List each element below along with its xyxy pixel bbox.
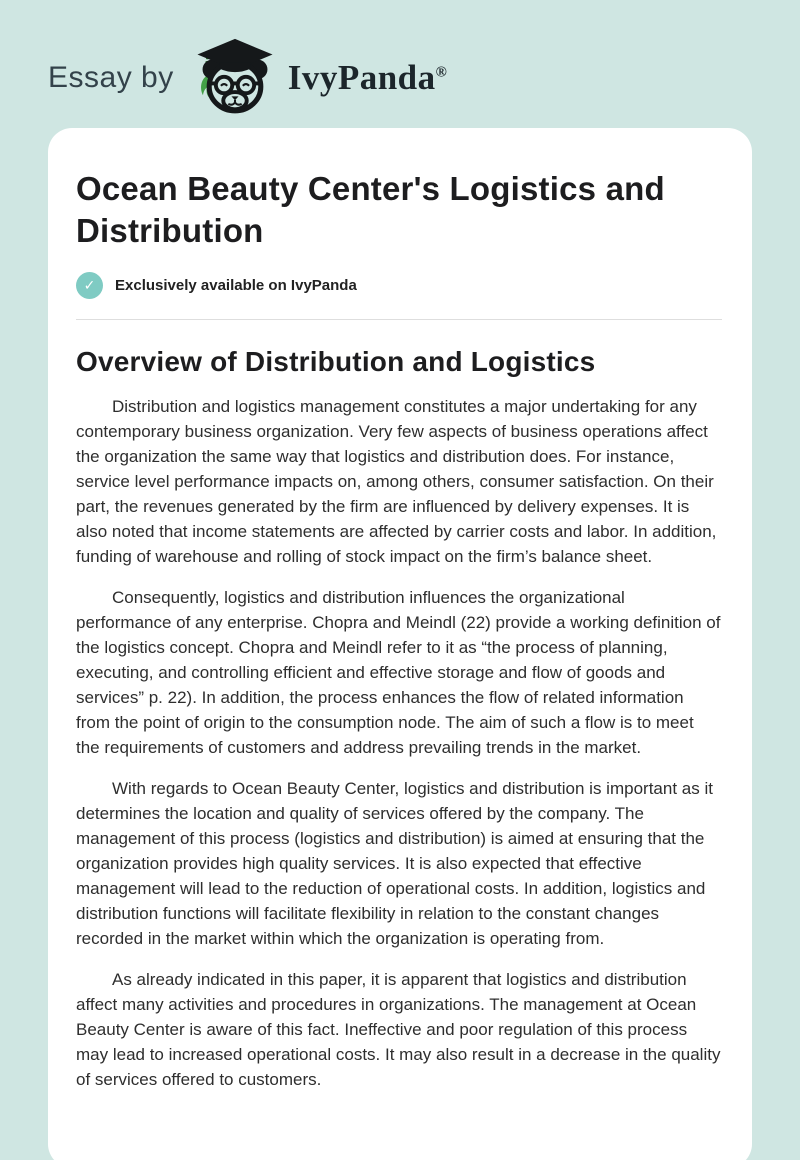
brand-text: IvyPanda	[287, 58, 436, 97]
essay-paragraph-2: Consequently, logistics and distribution influences the organizational performance of any enterprise. Chopra and Meindl (22) provide a working definition of the logistics concept. Chopra and Meindl refer to it as “the process of planning, executing, and controlling efficient and effective storage and flow of goods and services” p. 22). In addition, the process enhances the flow of related information from the point of origin to the consumption node. The aim of such a flow is to meet the requirements of customers and address prevailing trends in the market.	[76, 588, 721, 758]
divider	[76, 319, 722, 320]
essay-paragraph-3: With regards to Ocean Beauty Center, logistics and distribution is important as it determines the location and quality of services offered by the company. The management of this process (logistics and distribution) is aimed at ensuring that the organization provides high quality services. It is also expected that effective management will lead to the reduction of operational costs. In addition, logistics and distribution functions will facilitate flexibility in relation to the constant changes recorded in the market within which the organization is operating from.	[76, 779, 713, 949]
essay-paragraph-4: As already indicated in this paper, it is apparent that logistics and distribution affect many activities and procedures in organizations. The management at Ocean Beauty Center is aware of this fact. Ineffective and poor regulation of this process may lead to increased operational costs. It may also result in a decrease in the quality of services offered to customers.	[76, 970, 721, 1090]
essay-paragraph-1: Distribution and logistics management constitutes a major undertaking for any contemporary business organization. Very few aspects of business operations affect the organization the same way that logistics and distribution does. For instance, service level performance impacts on, among others, consumer satisfaction. On their part, the revenues generated by the firm are influenced by delivery expenses. It is also noted that income statements are affected by carrier costs and labor. In addition, funding of warehouse and rolling of stock impact on the firm’s balance sheet.	[76, 397, 717, 567]
essay-by-label: Essay by	[48, 61, 174, 94]
essay-card	[48, 128, 752, 1160]
check-icon: ✓	[76, 272, 103, 299]
exclusive-badge	[76, 272, 722, 299]
site-header	[0, 0, 800, 128]
essay-body	[76, 394, 722, 1092]
registered-mark: ®	[435, 64, 448, 81]
exclusive-badge-label: Exclusively available on IvyPanda	[115, 277, 357, 295]
section-heading: Overview of Distribution and Logistics	[76, 346, 596, 378]
panda-graduate-icon	[192, 38, 278, 118]
ivypanda-logo	[192, 38, 278, 118]
essay-title: Ocean Beauty Center's Logistics and Distribution	[76, 170, 665, 250]
brand-name	[288, 58, 448, 98]
